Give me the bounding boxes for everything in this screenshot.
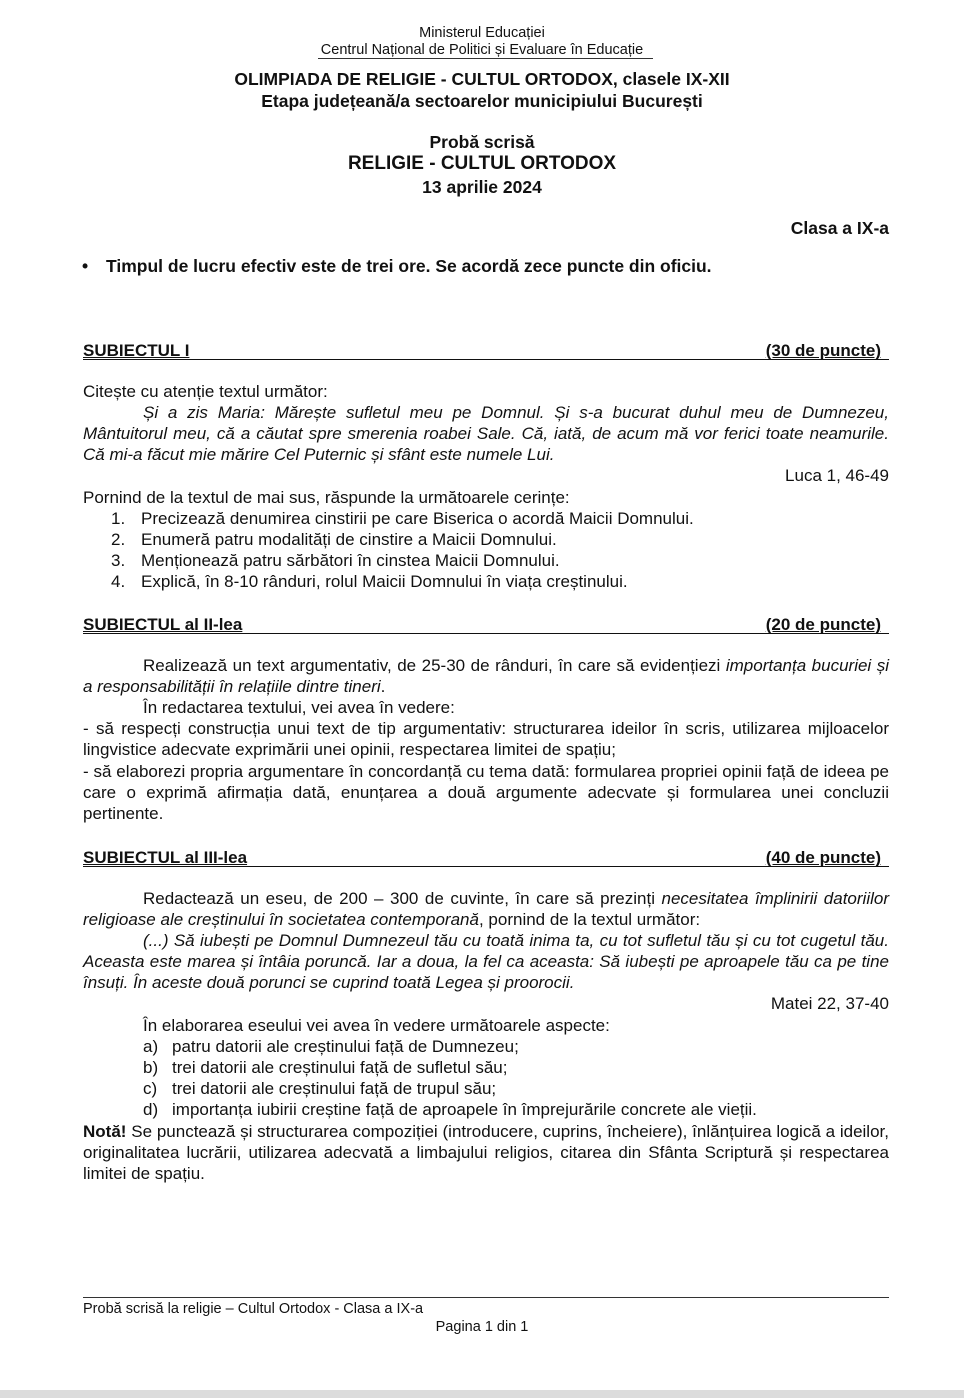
subject3-item: a) patru datorii ale creștinului față de Dumnezeu; bbox=[143, 1037, 519, 1056]
footer-divider bbox=[83, 1297, 889, 1298]
time-note: Timpul de lucru efectiv este de trei ore. Se acordă zece puncte din oficiu. bbox=[106, 256, 712, 276]
subject1-points: (30 de puncte) bbox=[765, 341, 881, 360]
subject1-task-intro: Pornind de la textul de mai sus, răspunde la următoarele cerințe: bbox=[83, 488, 570, 507]
subject1-heading: SUBIECTUL I bbox=[83, 341, 190, 360]
exam-title: OLIMPIADA DE RELIGIE - CULTUL ORTODOX, clasele IX-XII bbox=[234, 69, 730, 89]
header-divider bbox=[318, 58, 653, 59]
exam-stage: Etapa județeană/a sectoarelor municipiului București bbox=[261, 91, 703, 111]
page-bottom-edge bbox=[0, 1390, 964, 1398]
subject3-list-intro: În elaborarea eseului vei avea în vedere următoarele aspecte: bbox=[143, 1016, 610, 1035]
footer-label: Probă scrisă la religie – Cultul Ortodox - Clasa a IX-a bbox=[83, 1301, 424, 1317]
subject1-intro: Citește cu atenție textul următor: bbox=[83, 382, 328, 401]
subject3-item: d) importanța iubirii creștine față de aproapele în împrejurările concrete ale vieții. bbox=[143, 1100, 757, 1119]
subject1-item: 2. Enumeră patru modalități de cinstire a Maicii Domnului. bbox=[111, 530, 557, 549]
class-label: Clasa a IX-a bbox=[790, 218, 889, 238]
subject2-requirement-1: - să respecți construcția unui text de tip argumentativ: structurarea ideilor în scris, utilizarea mijloacelor lingvistice adecvate exprimării unei opinii, respectarea limitei de spațiu; bbox=[83, 719, 889, 759]
subject3-note: Notă! Se punctează și structurarea compoziției (introducere, cuprins, încheiere), înlănțuirea logică a ideilor, originalitatea lucrării, utilizarea adecvată a limbajului religios, citarea din Sfânta Scriptură și respectarea limitei de spațiu. bbox=[83, 1122, 889, 1183]
subject3-header bbox=[83, 844, 889, 867]
subject3-item: c) trei datorii ale creștinului față de trupul său; bbox=[143, 1079, 497, 1098]
subject2-header bbox=[83, 611, 889, 634]
subject3-task: Redactează un eseu, de 200 – 300 de cuvinte, în care să prezinți necesitatea împlinirii datoriilor religioase ale creștinului în societatea contemporană, pornind de la textul următor: bbox=[83, 889, 889, 929]
subject3-quote: (...) Să iubești pe Domnul Dumnezeul tău cu toată inima ta, cu tot sufletul tău și cu tot cugetul tău. Aceasta este marea și întâia poruncă. Iar a doua, la fel ca aceasta: Să iubești pe aproapele tău ca pe tine însuți. În aceste două porunci se cuprind toată Legea și proorocii. bbox=[83, 931, 889, 992]
probe-label: Probă scrisă bbox=[429, 132, 535, 152]
exam-subject: RELIGIE - CULTUL ORTODOX bbox=[347, 153, 617, 174]
subject1-item: 1. Precizează denumirea cinstirii pe care Biserica o acordă Maicii Domnului. bbox=[111, 509, 694, 528]
subject3-points: (40 de puncte) bbox=[765, 848, 881, 867]
center-name: Centrul Național de Politici și Evaluare în Educație bbox=[320, 42, 644, 58]
subject1-header bbox=[83, 337, 889, 360]
subject2-heading: SUBIECTUL al II-lea bbox=[83, 615, 243, 634]
subject2-points: (20 de puncte) bbox=[765, 615, 881, 634]
bullet: • bbox=[82, 256, 89, 276]
subject3-reference: Matei 22, 37-40 bbox=[770, 994, 889, 1013]
subject3-heading: SUBIECTUL al III-lea bbox=[83, 848, 248, 867]
subject3-item: b) trei datorii ale creștinului față de sufletul său; bbox=[143, 1058, 508, 1077]
subject1-item: 4. Explică, în 8-10 rânduri, rolul Maicii Domnului în viața creștinului. bbox=[111, 572, 628, 591]
subject2-requirement-2: - să elaborezi propria argumentare în concordanță cu tema dată: formularea propriei opinii față de ideea pe care o exprimă afirmația dată, enunțarea a două argumente adecvate și formularea unei concluzii pertinente. bbox=[83, 762, 889, 823]
ministry-name: Ministerul Educației bbox=[419, 25, 545, 41]
exam-date: 13 aprilie 2024 bbox=[422, 177, 542, 197]
note-label: Notă! bbox=[83, 1122, 127, 1141]
subject2-requirements-intro: În redactarea textului, vei avea în vedere: bbox=[143, 698, 455, 717]
subject1-quote: Și a zis Maria: Mărește sufletul meu pe Domnul. Și s-a bucurat duhul meu de Dumnezeu, Mântuitorul meu, că a căutat spre smerenia roabei Sale. Că, iată, de acum mă vor ferici toate neamurile. Că mi-a făcut mie mărire Cel Puternic și sfânt este numele Lui. bbox=[83, 403, 889, 464]
subject2-task: Realizează un text argumentativ, de 25-30 de rânduri, în care să evidențiezi importanța bucuriei și a responsabilității în relațiile dintre tineri. bbox=[83, 656, 890, 696]
page-number: Pagina 1 din 1 bbox=[435, 1319, 529, 1335]
subject1-item: 3. Menționează patru sărbători în cinstea Maicii Domnului. bbox=[111, 551, 560, 570]
subject1-reference: Luca 1, 46-49 bbox=[785, 466, 889, 485]
